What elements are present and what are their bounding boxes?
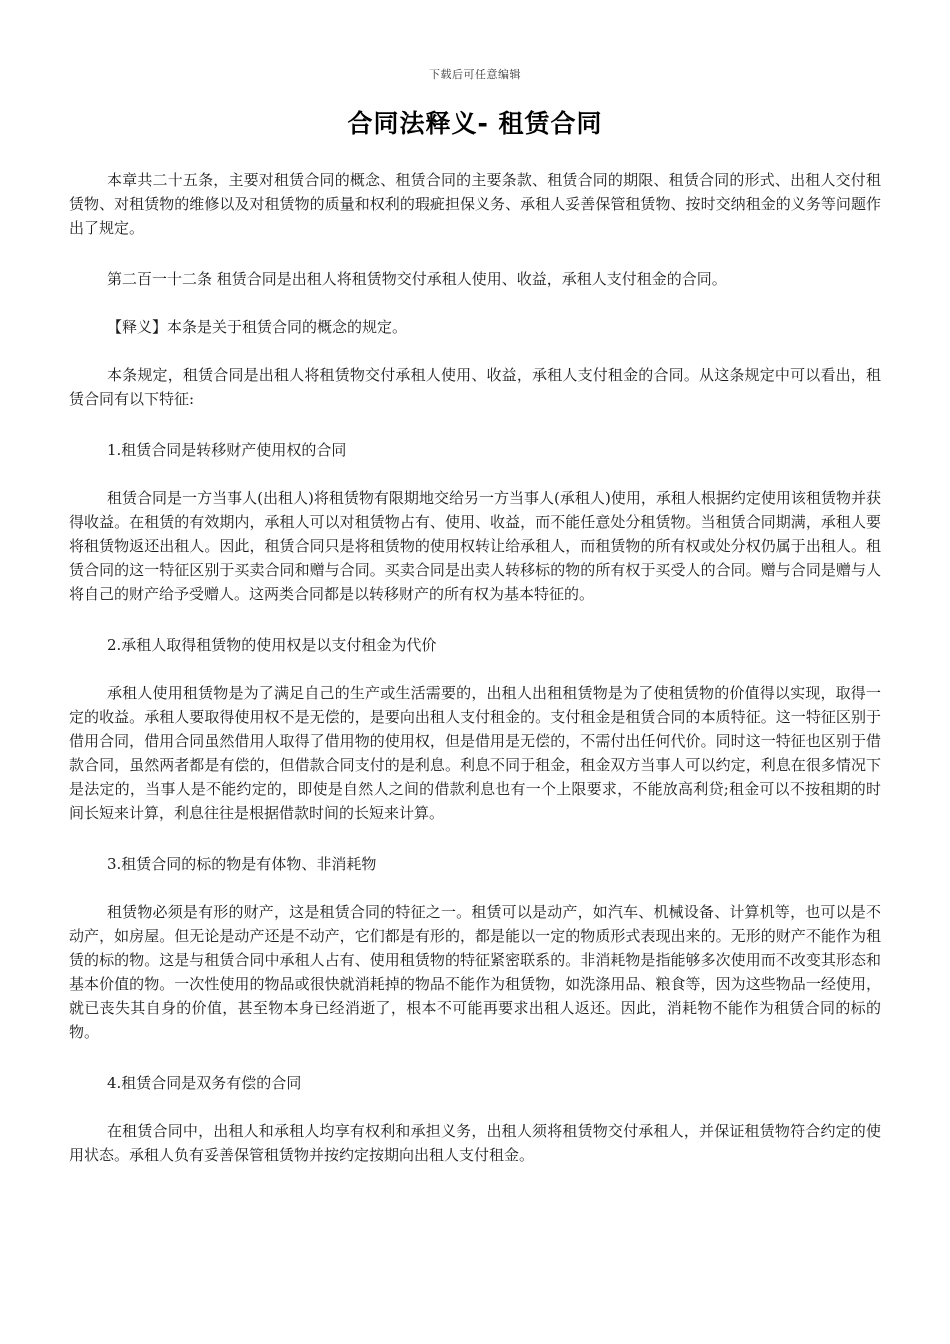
article-explanation-paragraph: 本条规定，租赁合同是出租人将租赁物交付承租人使用、收益，承租人支付租金的合同。从这条规定中可以看出，租赁合同有以下特征: xyxy=(69,366,881,408)
feature-2-heading: 2.承租人取得租赁物的使用权是以支付租金为代价 xyxy=(107,636,437,654)
header-note: 下载后可任意编辑 xyxy=(429,68,521,81)
article-212-text: 第二百一十二条 租赁合同是出租人将租赁物交付承租人使用、收益，承租人支付租金的合同。 xyxy=(107,270,727,288)
feature-2-paragraph: 承租人使用租赁物是为了满足自己的生产或生活需要的，出租人出租租赁物是为了使租赁物的价值得以实现，取得一定的收益。承租人要取得使用权不是无偿的，是要向出租人支付租金的。支付租金是租赁合同的本质特征。这一特征区别于借用合同，借用合同虽然借用人取得了借用物的使用权，但是借用是无偿的，不需付出任何代价。同时这一特征也区别于借款合同，虽然两者都是有偿的，但借款合同支付的是利息。利息不同于租金，租金双方当事人可以约定，利息在很多情况下是法定的，当事人是不能约定的，即使是自然人之间的借款利息也有一个上限要求，不能放高利贷;租金可以不按租期的时间长短来计算，利息往往是根据借款时间的长短来计算。 xyxy=(69,684,881,822)
document-body xyxy=(69,168,881,1194)
interpretation-heading: 【释义】本条是关于租赁合同的概念的规定。 xyxy=(107,318,408,336)
feature-1-paragraph: 租赁合同是一方当事人(出租人)将租赁物有限期地交给另一方当事人(承租人)使用，承租人根据约定使用该租赁物并获得收益。在租赁的有效期内，承租人可以对租赁物占有、使用、收益，而不能任意处分租赁物。当租赁合同期满，承租人要将租赁物返还出租人。因此，租赁合同只是将租赁物的使用权转让给承租人，而租赁物的所有权或处分权仍属于出租人。租赁合同的这一特征区别于买卖合同和赠与合同。买卖合同是出卖人转移标的物的所有权于买受人的合同。赠与合同是赠与人将自己的财产给予受赠人。这两类合同都是以转移财产的所有权为基本特征的。 xyxy=(69,489,881,603)
feature-3-paragraph: 租赁物必须是有形的财产，这是租赁合同的特征之一。租赁可以是动产，如汽车、机械设备、计算机等，也可以是不动产，如房屋。但无论是动产还是不动产，它们都是有形的，都是能以一定的物质形式表现出来的。无形的财产不能作为租赁的标的物。这是与租赁合同中承租人占有、使用租赁物的特征紧密联系的。非消耗物是指能够多次使用而不改变其形态和基本价值的物。一次性使用的物品或很快就消耗掉的物品不能作为租赁物，如洗涤用品、粮食等，因为这些物品一经使用，就已丧失其自身的价值，甚至物本身已经消逝了，根本不可能再要求出租人返还。因此，消耗物不能作为租赁合同的标的物。 xyxy=(69,903,881,1041)
document-title: 合同法释义- 租赁合同 xyxy=(347,109,603,138)
feature-4-heading: 4.租赁合同是双务有偿的合同 xyxy=(107,1074,302,1092)
feature-4-paragraph: 在租赁合同中，出租人和承租人均享有权利和承担义务，出租人须将租赁物交付承租人，并保证租赁物符合约定的使用状态。承租人负有妥善保管租赁物并按约定按期向出租人支付租金。 xyxy=(69,1122,881,1164)
feature-3-heading: 3.租赁合同的标的物是有体物、非消耗物 xyxy=(107,855,377,873)
intro-paragraph: 本章共二十五条，主要对租赁合同的概念、租赁合同的主要条款、租赁合同的期限、租赁合同的形式、出租人交付租赁物、对租赁物的维修以及对租赁物的质量和权利的瑕疵担保义务、承租人妥善保管租赁物、按时交纳租金的义务等问题作出了规定。 xyxy=(69,171,881,237)
feature-1-heading: 1.租赁合同是转移财产使用权的合同 xyxy=(107,441,347,459)
